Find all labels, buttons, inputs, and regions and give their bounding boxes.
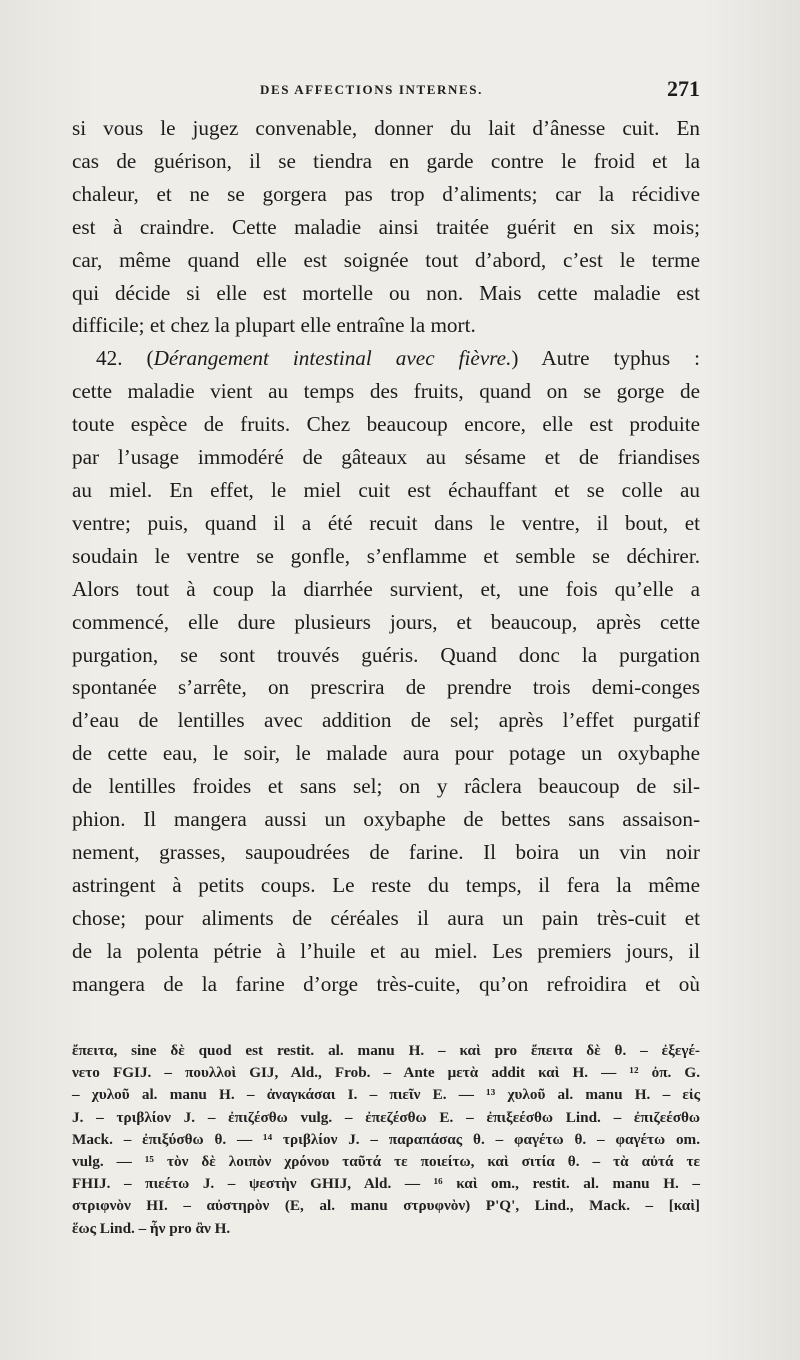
text-line: commencé, elle dure plusieurs jours, et beaucoup, après cette	[72, 609, 700, 634]
paragraph-number: 42.	[96, 346, 123, 371]
text-line: mangera de la farine d’orge très-cuite, qu’on refroidira et où	[72, 971, 700, 996]
page-header	[72, 76, 700, 106]
text-line: cette maladie vient au temps des fruits, quand on se gorge de	[72, 379, 700, 404]
footnote-line: vulg. — ¹⁵ τὸν δὲ λοιπὸν χρόνου ταῦτά τε ποιείτω, καὶ σιτία θ. – τὰ αὐτά τε	[72, 1153, 700, 1171]
title-close-paren: )	[511, 346, 519, 371]
title-open-paren: (	[146, 346, 154, 371]
text-line: de cette eau, le soir, le malade aura pour potage un oxybaphe	[72, 741, 700, 766]
text-line: au miel. En effet, le miel cuit est échauffant et se colle au	[72, 477, 700, 502]
text-line: purgation, se sont trouvés guéris. Quand donc la purgation	[72, 642, 700, 667]
text-line: soudain le ventre se gonfle, s’enflamme et semble se déchirer.	[72, 543, 700, 568]
text-line: de la polenta pétrie à l’huile et au miel. Les premiers jours, il	[72, 938, 700, 963]
paragraph-first-text: Autre typhus :	[541, 346, 700, 371]
text-line: difficile; et chez la plupart elle entraîne la mort.	[72, 313, 476, 338]
text-line: nement, grasses, saupoudrées de farine. Il boira un vin noir	[72, 839, 700, 864]
text-line: chose; pour aliments de céréales il aura un pain très-cuit et	[72, 905, 700, 930]
main-text	[72, 112, 700, 1000]
text-line: ventre; puis, quand il a été recuit dans le ventre, il bout, et	[72, 510, 700, 535]
text-line: spontanée s’arrête, on prescrira de prendre trois demi-conges	[72, 675, 700, 700]
text-line: phion. Il mangera aussi un oxybaphe de bettes sans assaison-	[72, 807, 700, 832]
text-line: toute espèce de fruits. Chez beaucoup encore, elle est produite	[72, 412, 700, 437]
paragraph-42-first-line	[72, 342, 700, 375]
text-line: qui décide si elle est mortelle ou non. Mais cette maladie est	[72, 280, 700, 305]
footnote-line: ἔπειτα, sine δὲ quod est restit. al. manu H. – καὶ pro ἔπειτα δὲ θ. – ἐξεγέ-	[72, 1042, 700, 1059]
text-line: est à craindre. Cette maladie ainsi traitée guérit en six mois;	[72, 214, 700, 239]
text-line: par l’usage immodéré de gâteaux au sésame et de friandises	[72, 445, 700, 470]
footnote-line: – χυλοῦ al. manu H. – ἀναγκάσαι I. – πιεῖν E. — ¹³ χυλοῦ al. manu H. – εἰς	[72, 1086, 700, 1104]
footnote-line: FHIJ. – πιεέτω J. – ψεστὴν GHIJ, Ald. — ¹⁶ καὶ om., restit. al. manu H. –	[72, 1175, 700, 1193]
footnote-line: Mack. – ἐπιξύσθω θ. — ¹⁴ τριβλίον J. – παραπάσας θ. – φαγέτω θ. – φαγέτω om.	[72, 1130, 700, 1148]
footnote-line: στριφνὸν HI. – αὐστηρὸν (E, al. manu στρυφνὸν) P'Q', Lind., Mack. – [καὶ]	[72, 1197, 700, 1215]
text-line: cas de guérison, il se tiendra en garde contre le froid et la	[72, 148, 700, 173]
footnote-line: ἕως Lind. – ἦν pro ἂν H.	[72, 1219, 231, 1237]
text-line: chaleur, et ne se gorgera pas trop d’aliments; car la récidive	[72, 181, 700, 206]
text-line: d’eau de lentilles avec addition de sel; après l’effet purgatif	[72, 708, 700, 733]
running-head: DES AFFECTIONS INTERNES.	[260, 82, 483, 97]
footnotes	[72, 1040, 700, 1240]
text-line: astringent à petits coups. Le reste du temps, il fera la même	[72, 872, 700, 897]
text-line: de lentilles froides et sans sel; on y râclera beaucoup de sil-	[72, 774, 700, 799]
footnote-line: J. – τριβλίον J. – ἐπιζέσθω vulg. – ἐπεζέσθω E. – ἐπιξεέσθω Lind. – ἐπιζεέσθω	[72, 1108, 700, 1126]
text-line: Alors tout à coup la diarrhée survient, et, une fois qu’elle a	[72, 576, 700, 601]
text-line: si vous le jugez convenable, donner du lait d’ânesse cuit. En	[72, 116, 700, 140]
page-number: 271	[667, 76, 700, 101]
footnote-line: νετο FGIJ. – πουλλοὶ GIJ, Ald., Frob. – Ante μετὰ addit καὶ H. — ¹² ὀπ. G.	[72, 1064, 700, 1082]
text-line: car, même quand elle est soignée tout d’abord, c’est le terme	[72, 247, 700, 272]
paragraph-title: Dérangement intestinal avec fièvre.	[153, 346, 512, 371]
